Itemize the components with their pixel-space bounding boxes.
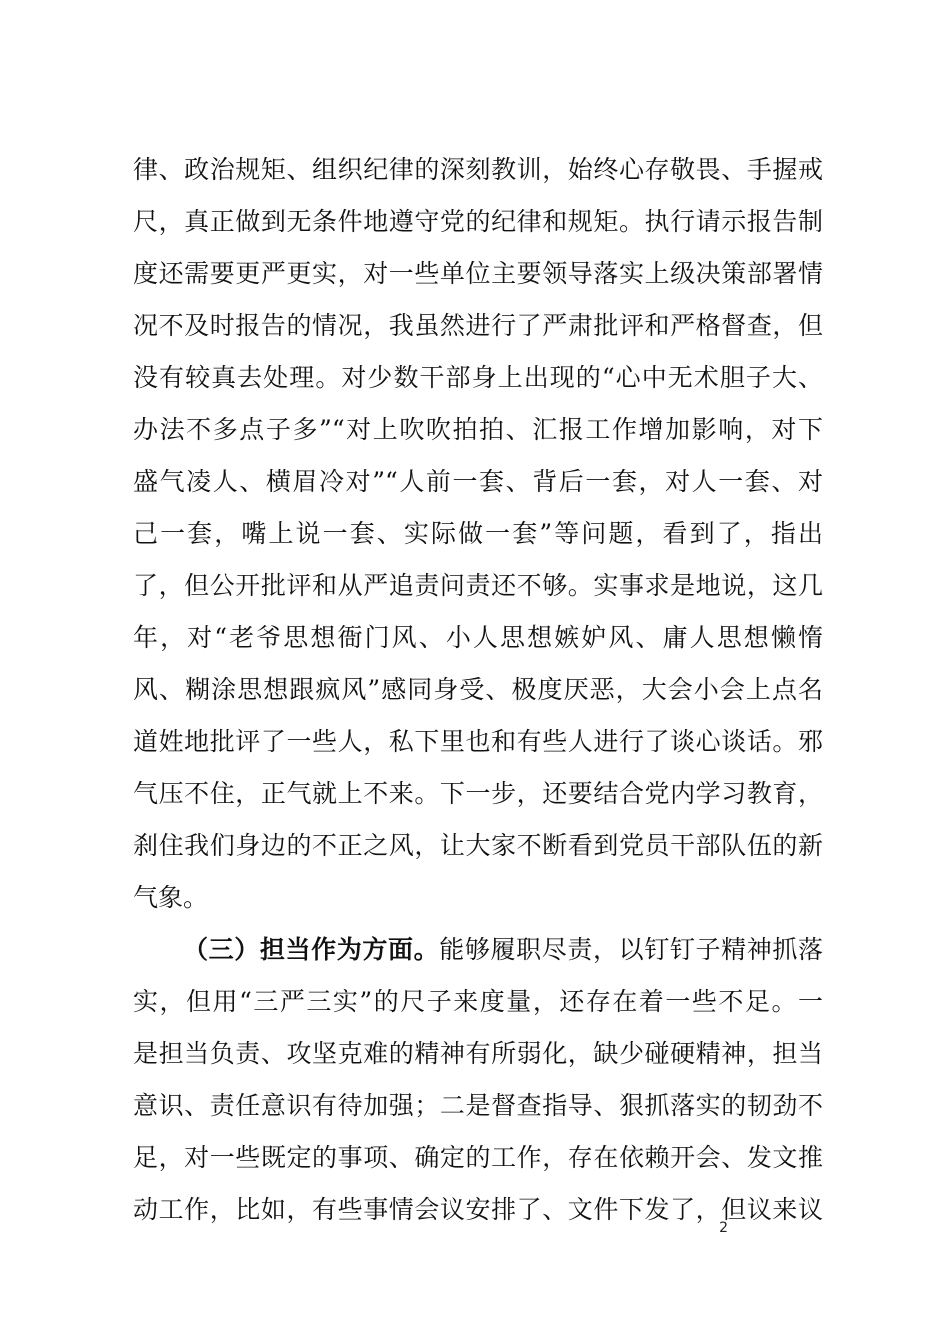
paragraph-1-line-6: 办法不多点子多”“对上吹吹拍拍、汇报工作增加影响，对下 [133,415,823,444]
paragraph-2-line-1-text: 能够履职尽责，以钉钉子精神抓落 [439,935,823,964]
paragraph-1-line-14: 刹住我们身边的不正之风，让大家不断看到党员干部队伍的新 [133,831,823,860]
paragraph-1-line-5: 没有较真去处理。对少数干部身上出现的“心中无术胆子大、 [133,363,823,392]
paragraph-1-line-7: 盛气凌人、横眉冷对”“人前一套、背后一套，对人一套、对 [133,467,823,496]
paragraph-1-line-13: 气压不住，正气就上不来。下一步，还要结合党内学习教育， [133,779,823,808]
paragraph-1-line-2: 尺，真正做到无条件地遵守党的纪律和规矩。执行请示报告制 [133,207,823,236]
paragraph-1-line-9: 了，但公开批评和从严追责问责还不够。实事求是地说，这几 [133,571,823,600]
paragraph-1-line-4: 况不及时报告的情况，我虽然进行了严肃批评和严格督查，但 [133,311,823,340]
paragraph-1-line-3: 度还需要更严更实，对一些单位主要领导落实上级决策部署情 [133,259,823,288]
page-number: 2 [719,1220,728,1236]
paragraph-2-line-5: 足，对一些既定的事项、确定的工作，存在依赖开会、发文推 [133,1143,823,1172]
paragraph-1-line-1: 律、政治规矩、组织纪律的深刻教训，始终心存敬畏、手握戒 [133,155,823,184]
paragraph-1-line-15: 气象。 [133,883,209,912]
paragraph-1-line-12: 道姓地批评了一些人，私下里也和有些人进行了谈心谈话。邪 [133,727,823,756]
paragraph-1-line-8: 己一套，嘴上说一套、实际做一套”等问题，看到了，指出 [133,519,823,548]
section-heading: （三）担当作为方面。 [183,935,440,964]
paragraph-1-line-11: 风、糊涂思想跟疯风”感同身受、极度厌恶，大会小会上点名 [133,675,823,704]
paragraph-2-line-2: 实，但用“三严三实”的尺子来度量，还存在着一些不足。一 [133,987,823,1016]
paragraph-2-line-6: 动工作，比如，有些事情会议安排了、文件下发了，但议来议 [133,1195,823,1224]
paragraph-2-line-4: 意识、责任意识有待加强；二是督查指导、狠抓落实的韧劲不 [133,1091,823,1120]
paragraph-2-line-1 [183,935,823,965]
paragraph-1-line-10: 年，对“老爷思想衙门风、小人思想嫉妒风、庸人思想懒惰 [133,623,823,652]
paragraph-2-line-3: 是担当负责、攻坚克难的精神有所弱化，缺少碰硬精神，担当 [133,1039,823,1068]
